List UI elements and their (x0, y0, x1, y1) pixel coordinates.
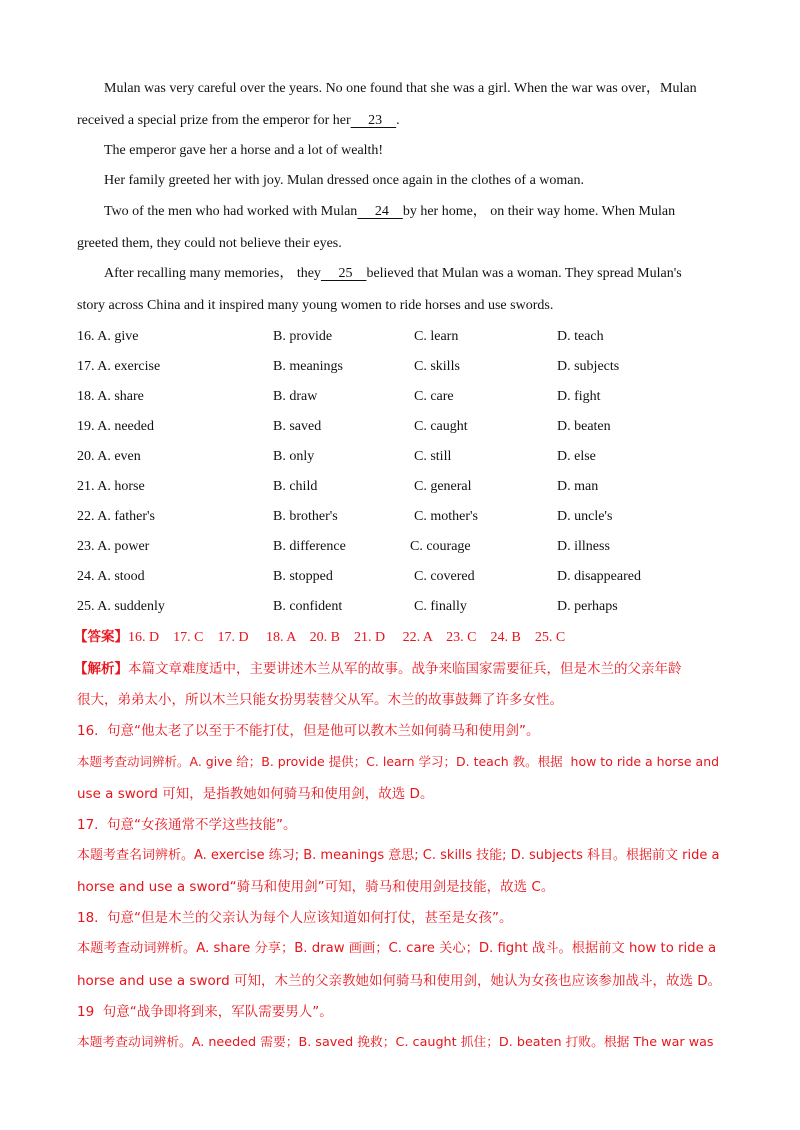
option-a: A. father's (97, 509, 155, 524)
passage-line (77, 111, 400, 131)
analysis-q17-line: 本题考查名词辨析。A. exercise 练习; B. meanings 意思; C. skills 技能; D. subjects 科目。根据前文 ride a (77, 848, 720, 863)
option-a: A. suddenly (97, 599, 165, 614)
passage-text: greeted them, they could not believe their eyes. (77, 236, 342, 251)
option-b: B. brother's (273, 509, 338, 524)
passage-line (77, 296, 553, 316)
option-a: A. exercise (97, 359, 161, 374)
answer-label: 【答案】 (74, 629, 128, 645)
option-d: D. fight (557, 389, 601, 404)
option-c: C. covered (414, 569, 475, 584)
analysis-q16-title: 16. 句意“他太老了以至于不能打仗，但是他可以教木兰如何骑马和使用剑”。 (77, 723, 540, 739)
option-d: D. illness (557, 539, 610, 554)
passage-text: Two of the men who had worked with Mulan (104, 204, 358, 219)
question-row-18: 18. A. share (77, 389, 144, 404)
option-d: D. disappeared (557, 569, 641, 584)
option-a: A. needed (97, 419, 154, 434)
analysis-q16-line: 本题考查动词辨析。A. give 给；B. provide 提供；C. learn 学习；D. teach 教。根据 how to ride a horse and (77, 754, 720, 769)
option-a: A. horse (97, 479, 145, 494)
passage-text: believed that Mulan was a woman. They spread Mulan's (366, 266, 682, 281)
option-b: B. confident (273, 599, 343, 614)
option-d: D. subjects (557, 359, 620, 374)
passage-text: received a special prize from the emperor for her (77, 113, 351, 128)
analysis-q17-title: 17. 句意“女孩通常不学这些技能”。 (77, 817, 297, 833)
analysis-q18-title: 18. 句意“但是木兰的父亲认为每个人应该知道如何打仗，甚至是女孩”。 (77, 910, 513, 926)
answer-text: 16. D 17. C 17. D 18. A 20. B 21. D 22. A 23. C 24. B 25. C (128, 630, 566, 645)
passage-text: The emperor gave her a horse and a lot of wealth! (104, 143, 384, 158)
question-row-19: 19. A. needed (77, 419, 154, 434)
passage-line (104, 79, 697, 99)
passage-line (104, 141, 383, 161)
option-b: B. draw (273, 389, 318, 404)
passage-text: Her family greeted her with joy. Mulan dressed once again in the clothes of a woman. (104, 173, 584, 188)
question-row-22: 22. A. father's (77, 509, 155, 524)
question-row-21: 21. A. horse (77, 479, 145, 494)
question-row-16: 16. A. give (77, 329, 139, 344)
option-c: C. still (414, 449, 452, 464)
option-c: C. skills (414, 359, 460, 374)
analysis-text: 本篇文章难度适中，主要讲述木兰从军的故事。战争来临国家需要征兵，但是木兰的父亲年龄 (128, 661, 682, 677)
option-c: C. mother's (414, 509, 478, 524)
option-d: D. uncle's (557, 509, 613, 524)
option-a: A. power (97, 539, 150, 554)
analysis-q17-line: horse and use a sword“骑马和使用剑”可知，骑马和使用剑是技能，故选 C。 (77, 879, 555, 895)
analysis-q19-title: 19 句意“战争即将到来，军队需要男人”。 (77, 1004, 333, 1020)
question-row-20: 20. A. even (77, 449, 141, 464)
option-c: C. caught (414, 419, 468, 434)
option-b: B. child (273, 479, 318, 494)
analysis-label: 【解析】 (74, 661, 128, 677)
analysis-q16-line: use a sword 可知，是指教她如何骑马和使用剑，故选 D。 (77, 786, 434, 802)
option-d: D. man (557, 479, 599, 494)
analysis-q19-line: 本题考查动词辨析。A. needed 需要；B. saved 挽救；C. caught 抓住；D. beaten 打败。根据 The war was (77, 1035, 714, 1050)
option-c: C. courage (410, 539, 471, 554)
option-b: B. provide (273, 329, 333, 344)
option-a: A. stood (97, 569, 145, 584)
analysis-q18-line: horse and use a sword 可知，木兰的父亲教她如何骑马和使用剑，她认为女孩也应该参加战斗，故选 D。 (77, 973, 722, 989)
passage-text: by her home， on their way home. When Mulan (402, 204, 676, 219)
option-b: B. saved (273, 419, 322, 434)
option-a: A. give (97, 329, 139, 344)
answer-key (74, 627, 565, 648)
question-row-24: 24. A. stood (77, 569, 145, 584)
analysis-line: 很大，弟弟太小，所以木兰只能女扮男装替父从军。木兰的故事鼓舞了许多女性。 (77, 692, 563, 708)
option-b: B. meanings (273, 359, 343, 374)
option-c: C. finally (414, 599, 467, 614)
question-row-25: 25. A. suddenly (77, 599, 165, 614)
blank-24: 24 (357, 204, 403, 219)
option-a: A. even (97, 449, 141, 464)
option-d: D. else (557, 449, 596, 464)
blank-23: 23 (350, 113, 397, 128)
passage-text: Mulan was very careful over the years. No one found that she was a girl. When the war was over，Mulan (104, 81, 697, 96)
blank-25: 25 (320, 266, 367, 281)
option-a: A. share (97, 389, 144, 404)
passage-text: After recalling many memories， they (104, 266, 321, 281)
passage-text: . (396, 113, 400, 128)
option-c: C. care (414, 389, 454, 404)
option-b: B. only (273, 449, 315, 464)
option-d: D. beaten (557, 419, 611, 434)
option-c: C. general (414, 479, 472, 494)
analysis-intro (74, 659, 682, 679)
passage-text: story across China and it inspired many young women to ride horses and use swords. (77, 298, 554, 313)
passage-line (104, 171, 584, 191)
question-row-17: 17. A. exercise (77, 359, 161, 374)
question-row-23: 23. A. power (77, 539, 150, 554)
option-d: D. teach (557, 329, 604, 344)
option-d: D. perhaps (557, 599, 618, 614)
passage-line (104, 202, 675, 222)
passage-line (104, 264, 682, 284)
analysis-q18-line: 本题考查动词辨析。A. share 分享；B. draw 画画；C. care 关心；D. fight 战斗。根据前文 how to ride a (77, 941, 717, 956)
option-c: C. learn (414, 329, 459, 344)
option-b: B. stopped (273, 569, 333, 584)
passage-line (77, 234, 342, 254)
option-b: B. difference (273, 539, 346, 554)
